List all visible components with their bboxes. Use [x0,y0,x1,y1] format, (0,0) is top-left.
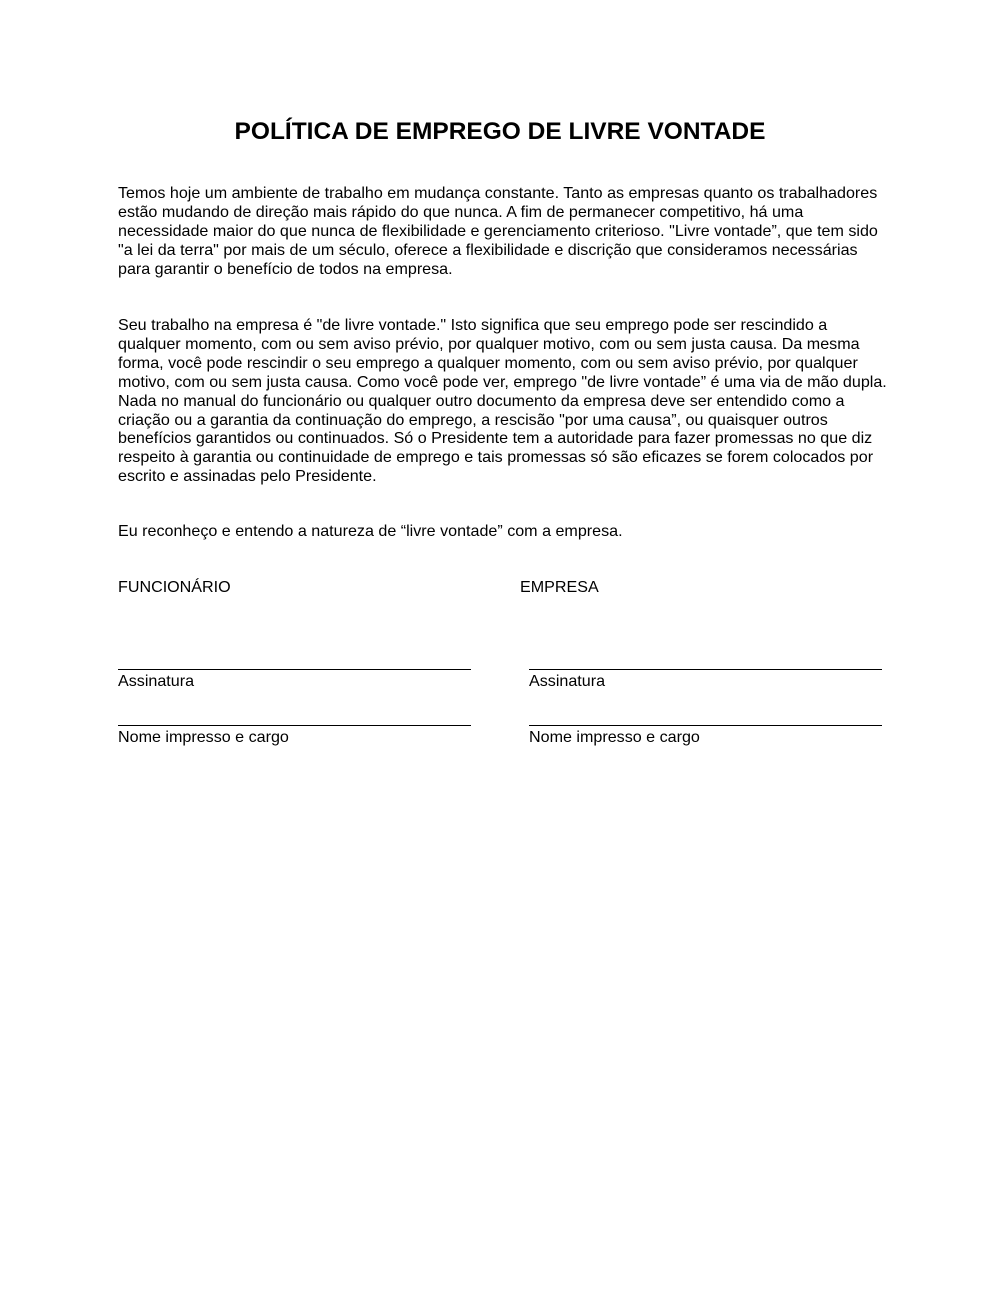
employee-name-label: Nome impresso e cargo [118,728,289,746]
document-title: POLÍTICA DE EMPREGO DE LIVRE VONTADE [234,118,766,145]
paragraph-acknowledgement: Eu reconheço e entendo a natureza de “livre vontade” com a empresa. [118,522,623,540]
company-signature-line[interactable] [529,669,882,670]
company-name-line[interactable] [529,725,882,726]
paragraph-at-will-terms: Seu trabalho na empresa é "de livre vontade." Isto significa que seu emprego pode ser rescindido a qualquer momento, com ou sem aviso prévio, por qualquer motivo, com ou sem justa causa. Da mesma forma, você pode rescindir o seu emprego a qualquer momento, com ou sem aviso prévio, por qualquer motivo, com ou sem justa causa. Como você pode ver, emprego "de livre vontade” é uma via de mão dupla. Nada no manual do funcionário ou qualquer outro documento da empresa deve ser entendido como a criação ou a garantia da continuação do emprego, a rescisão "por uma causa”, ou quaisquer outros benefícios garantidos ou continuados. Só o Presidente tem a autoridade para fazer promessas no que diz respeito à garantia ou continuidade de emprego e tais promessas só são eficazes se forem colocados por escrito e assinadas pelo Presidente. [118,316,887,486]
employee-signature-label: Assinatura [118,672,195,690]
employee-name-line[interactable] [118,725,471,726]
company-heading: EMPRESA [520,578,599,596]
employee-signature-line[interactable] [118,669,471,670]
company-name-label: Nome impresso e cargo [529,728,700,746]
paragraph-intro: Temos hoje um ambiente de trabalho em mudança constante. Tanto as empresas quanto os trabalhadores estão mudando de direção mais rápido do que nunca. A fim de permanecer competitivo, há uma necessidade maior do que nunca de flexibilidade e gerenciamento criterioso. "Livre vontade”, que tem sido "a lei da terra" por mais de um século, oferece a flexibilidade e discrição que consideramos necessárias para garantir o benefício de todos na empresa. [118,184,878,278]
company-signature-label: Assinatura [529,672,606,690]
employee-heading: FUNCIONÁRIO [118,578,231,596]
